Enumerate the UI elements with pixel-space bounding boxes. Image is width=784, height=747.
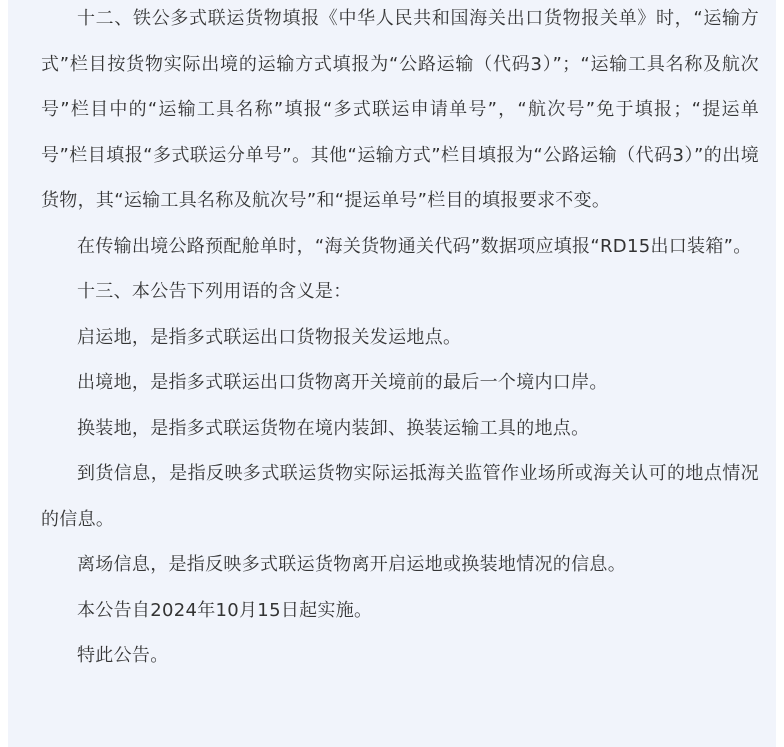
paragraph-manifest: 在传输出境公路预配舱单时，“海关货物通关代码”数据项应填报“RD15出口装箱”。 [77,235,752,257]
definition-transfer-place: 换装地，是指多式联运货物在境内装卸、换装运输工具的地点。 [77,417,590,439]
paragraph-item-13-heading: 十三、本公告下列用语的含义是： [77,281,352,302]
definition-arrival-info: 到货信息，是指反映多式联运货物实际运抵海关监管作业场所或海关认可的地点情况的信息。 [41,463,759,530]
definition-departure-info: 离场信息，是指反映多式联运货物离开启运地或换装地情况的信息。 [77,554,626,575]
announcement-article [41,0,759,679]
closing-statement: 特此公告。 [77,645,169,666]
definition-departure-place: 启运地，是指多式联运出口货物报关发运地点。 [77,326,462,348]
definition-exit-place: 出境地，是指多式联运出口货物离开关境前的最后一个境内口岸。 [77,372,608,393]
effective-date: 本公告自2024年10月15日起实施。 [77,599,373,621]
content-panel [8,0,776,747]
paragraph-item-12: 十二、铁公多式联运货物填报《中华人民共和国海关出口货物报关单》时，“运输方式”栏目按货物实际出境的运输方式填报为“公路运输（代码3）”；“运输工具名称及航次号”栏目中的“运输工具名称”填报“多式联运申请单号”，“航次号”免于填报；“提运单号”栏目填报“多式联运分单号”。其他“运输方式”栏目填报为“公路运输（代码3）”的出境货物，其“运输工具名称及航次号”和“提运单号”栏目的填报要求不变。 [41,8,759,211]
